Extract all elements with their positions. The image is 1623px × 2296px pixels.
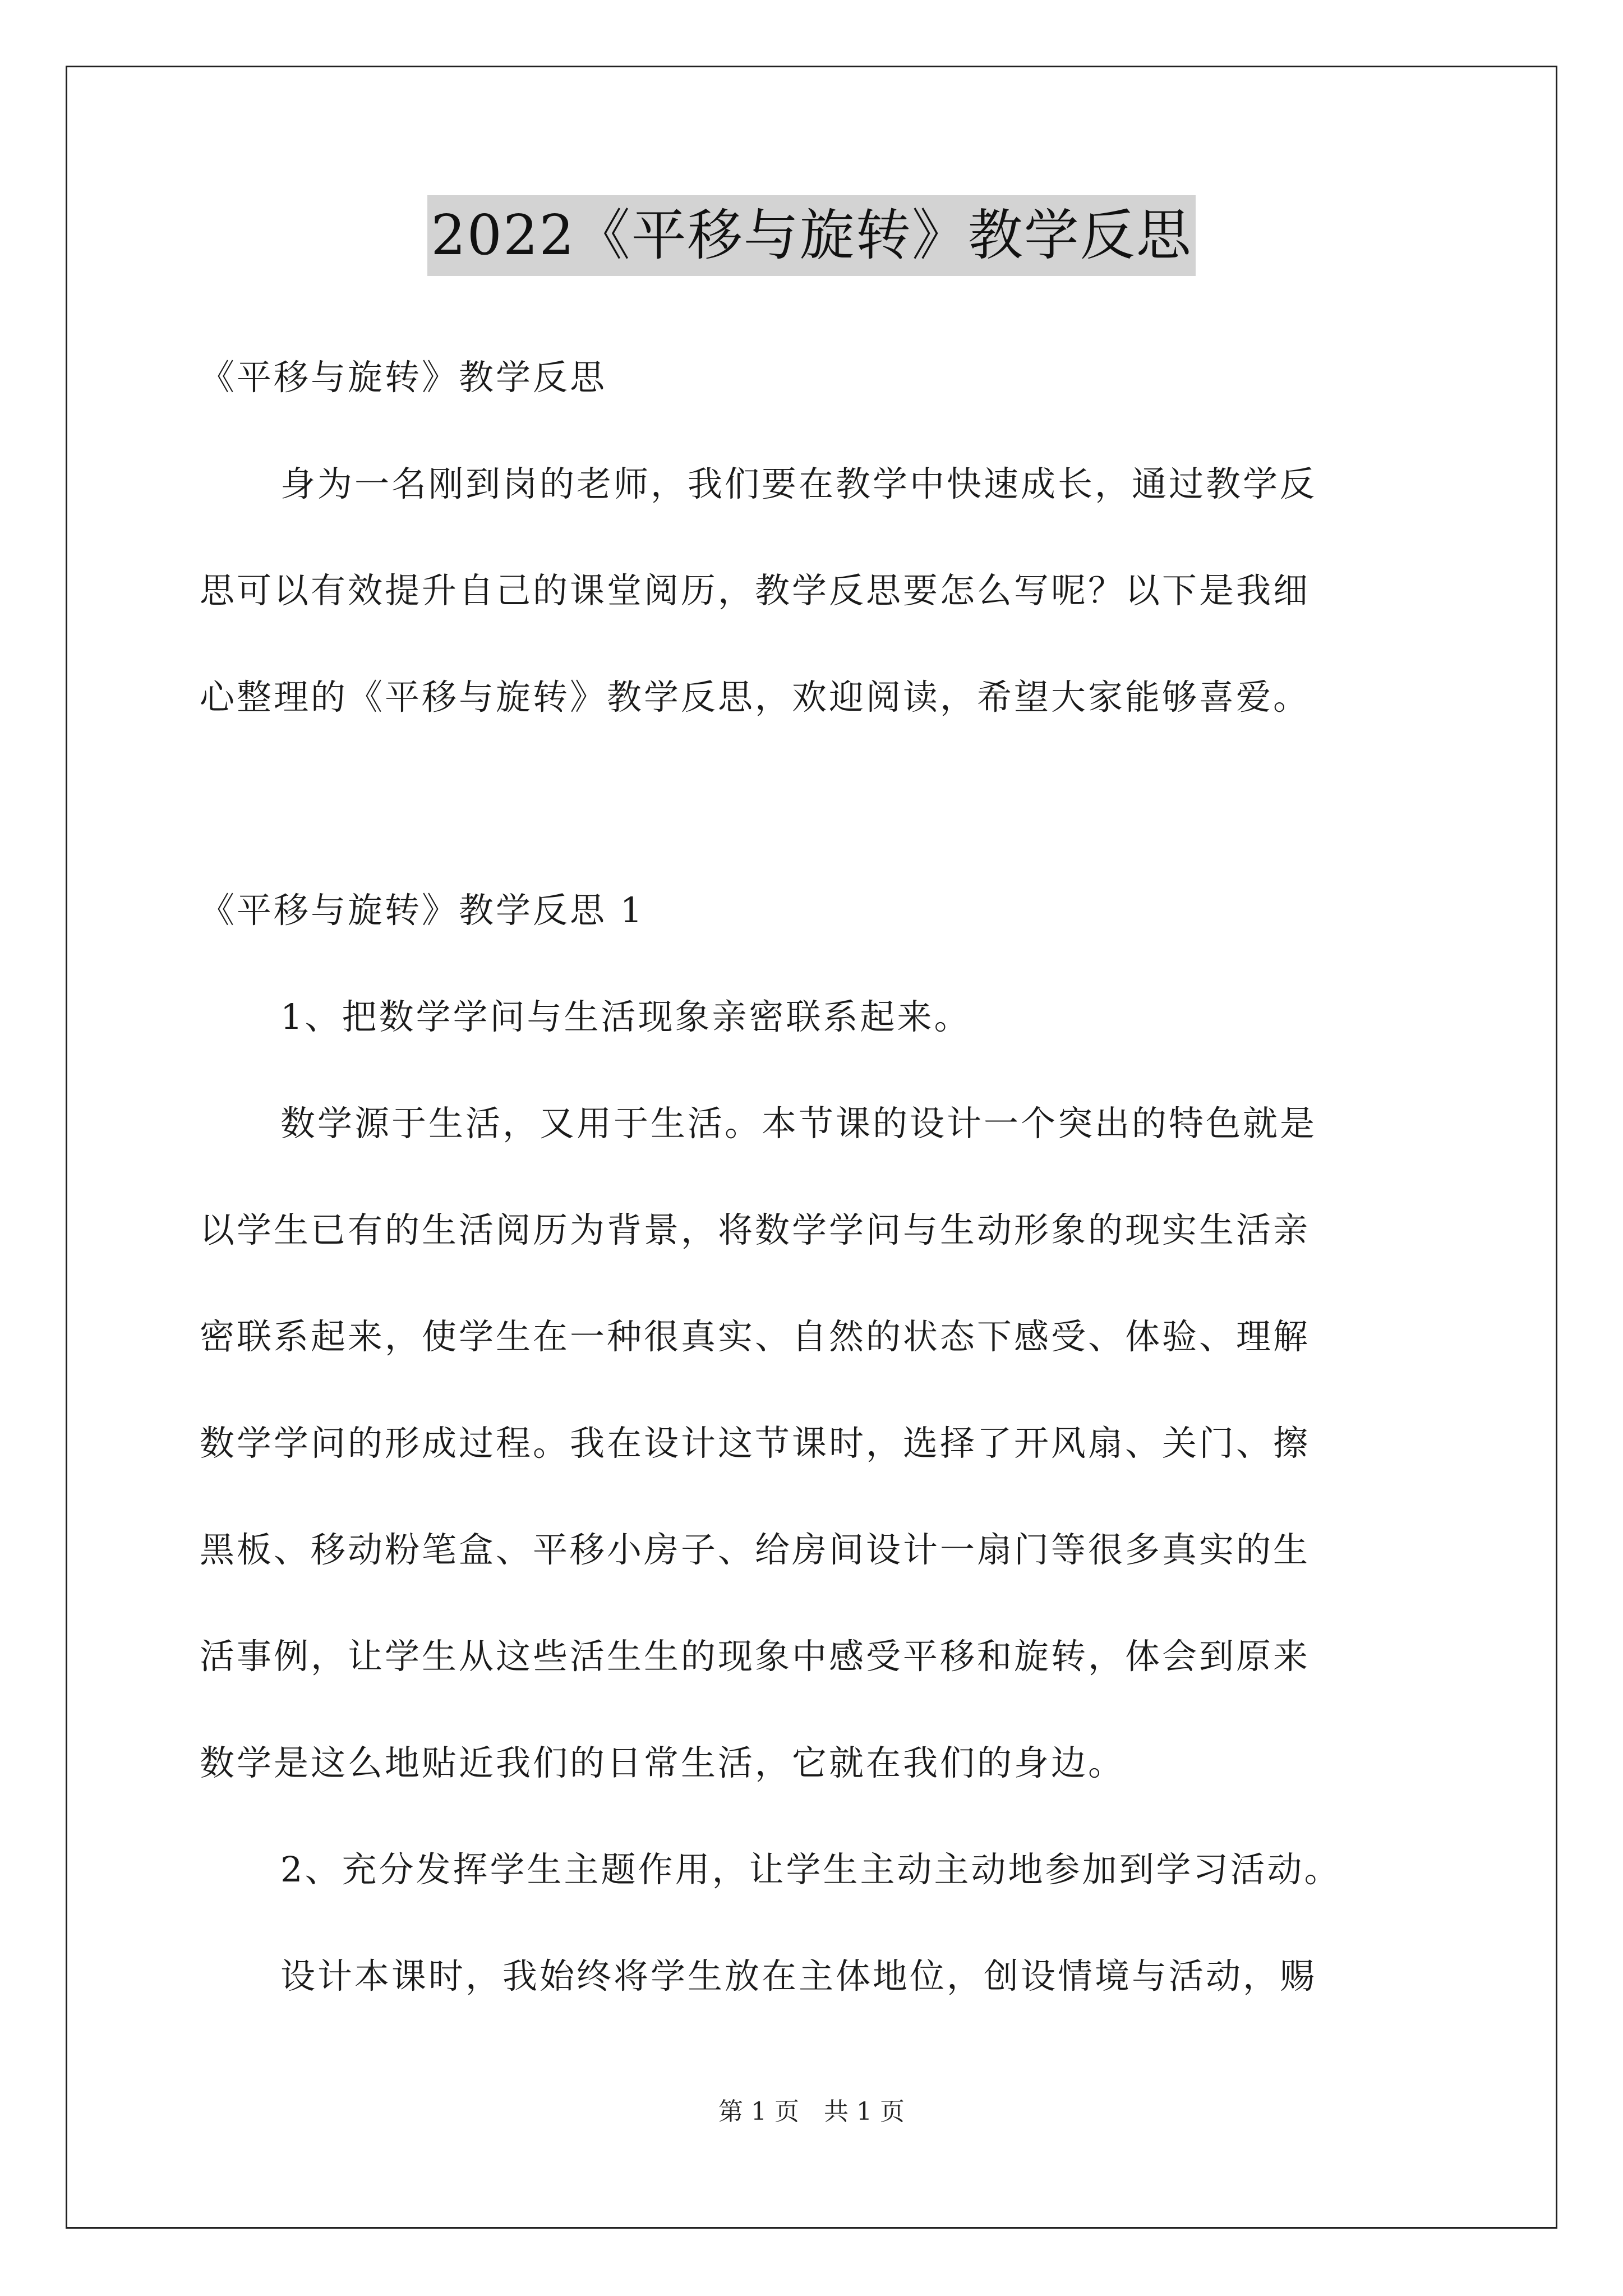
- point1-line-4: 数学学问的形成过程。我在设计这节课时，选择了开风扇、关门、擦: [200, 1423, 1311, 1464]
- subtitle: 《平移与旋转》教学反思: [200, 357, 607, 398]
- point1-line-3: 密联系起来，使学生在一种很真实、自然的状态下感受、体验、理解: [200, 1316, 1311, 1357]
- document-title: 2022《平移与旋转》教学反思: [427, 195, 1195, 276]
- point1-line-2: 以学生已有的生活阅历为背景，将数学学问与生动形象的现实生活亲: [200, 1209, 1311, 1250]
- point1-line-5: 黑板、移动粉笔盒、平移小房子、给房间设计一扇门等很多真实的生: [200, 1529, 1311, 1570]
- point1-heading: 1、把数学学问与生活现象亲密联系起来。: [280, 996, 971, 1037]
- point1-line-1: 数学源于生活，又用于生活。本节课的设计一个突出的特色就是: [280, 1103, 1317, 1144]
- intro-line-1: 身为一名刚到岗的老师，我们要在教学中快速成长，通过教学反: [280, 463, 1317, 504]
- point1-line-6: 活事例，让学生从这些活生生的现象中感受平移和旋转，体会到原来: [200, 1636, 1311, 1677]
- point1-line-7: 数学是这么地贴近我们的日常生活，它就在我们的身边。: [200, 1742, 1126, 1783]
- section-heading: 《平移与旋转》教学反思 1: [200, 890, 645, 931]
- intro-line-2: 思可以有效提升自己的课堂阅历，教学反思要怎么写呢？以下是我细: [200, 570, 1311, 611]
- title-wrap: [0, 195, 1623, 276]
- intro-line-3: 心整理的《平移与旋转》教学反思，欢迎阅读，希望大家能够喜爱。: [200, 677, 1311, 717]
- point2-line-1: 设计本课时，我始终将学生放在主体地位，创设情境与活动，赐: [280, 1955, 1317, 1996]
- page-footer: 第 1 页 共 1 页: [718, 2097, 905, 2126]
- point2-heading: 2、充分发挥学生主题作用，让学生主动主动地参加到学习活动。: [280, 1849, 1341, 1890]
